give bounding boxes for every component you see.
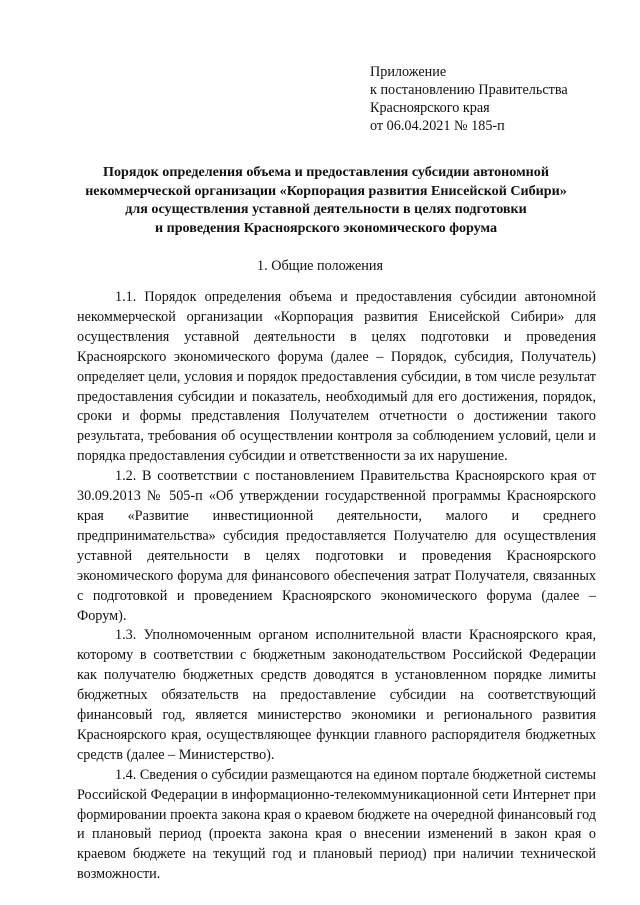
- appendix-date-line: от 06.04.2021 № 185-п: [370, 118, 505, 134]
- appendix-line: Приложение: [370, 64, 447, 80]
- appendix-block: [370, 63, 620, 135]
- title-line: для осуществления уставной деятельности в целях подготовки: [125, 201, 527, 217]
- paragraph-1-3: 1.3. Уполномоченным органом исполнительной власти Красноярского края, которому в соответствии с бюджетным законодательством Российской Федерации как получателю бюджетных средств доводятся в установленном порядке лимиты бюджетных обязательств на предоставление субсидии на соответствующий финансовый год, является министерство экономики и регионального развития Красноярского края, осуществляющее функции главного распорядителя бюджетных средств (далее – Министерство).: [77, 627, 596, 763]
- paragraph-1-4: 1.4. Сведения о субсидии размещаются на едином портале бюджетной системы Российской Федерации в информационно-телекоммуникационной сети Интернет при формировании проекта закона края о краевом бюджете на очередной финансовый год и плановый период (проекта закона края о внесении изменений в закон края о краевом бюджете на текущий год и плановый период) при наличии технической возможности.: [77, 766, 597, 883]
- title-line: и проведения Красноярского экономического форума: [154, 219, 498, 236]
- appendix-line: Красноярского края: [370, 100, 490, 116]
- paragraph-1-1: 1.1. Порядок определения объема и предоставления субсидии автономной некоммерческой организации «Корпорация развития Енисейской Сибири» для осуществления уставной деятельности в целях подготовки и проведения Красноярского экономического форума (далее – Порядок, субсидия, Получатель) определяет цели, условия и порядок предоставления субсидии, в том числе результат предоставления субсидии и показатель, необходимый для его достижения, порядок, сроки и формы представления Получателем отчетности о достижении такого результата, требования об осуществлении контроля за соблюдением условий, цели и порядка предоставления субсидии и ответственности за их нарушение.: [77, 289, 596, 465]
- document-body: [77, 288, 596, 885]
- document-title: [56, 163, 596, 237]
- title-line: Порядок определения объема и предоставления субсидии автономной: [103, 164, 549, 180]
- section-heading: 1. Общие положения: [257, 258, 383, 274]
- title-line: некоммерческой организации «Корпорация развития Енисейской Сибири»: [85, 182, 567, 199]
- paragraph-1-2: 1.2. В соответствии с постановлением Правительства Красноярского края от 30.09.2013 № 505-п «Об утверждении государственной программы Красноярского края «Развитие инвестиционной деятельности, малого и среднего предпринимательства» субсидия предоставляется Получателю для осуществления уставной деятельности в целях подготовки и проведения Красноярского экономического форума для финансового обеспечения затрат Получателя, связанных с подготовкой и проведением Красноярского экономического форума (далее – Форум).: [77, 468, 596, 624]
- appendix-line: к постановлению Правительства: [370, 82, 568, 98]
